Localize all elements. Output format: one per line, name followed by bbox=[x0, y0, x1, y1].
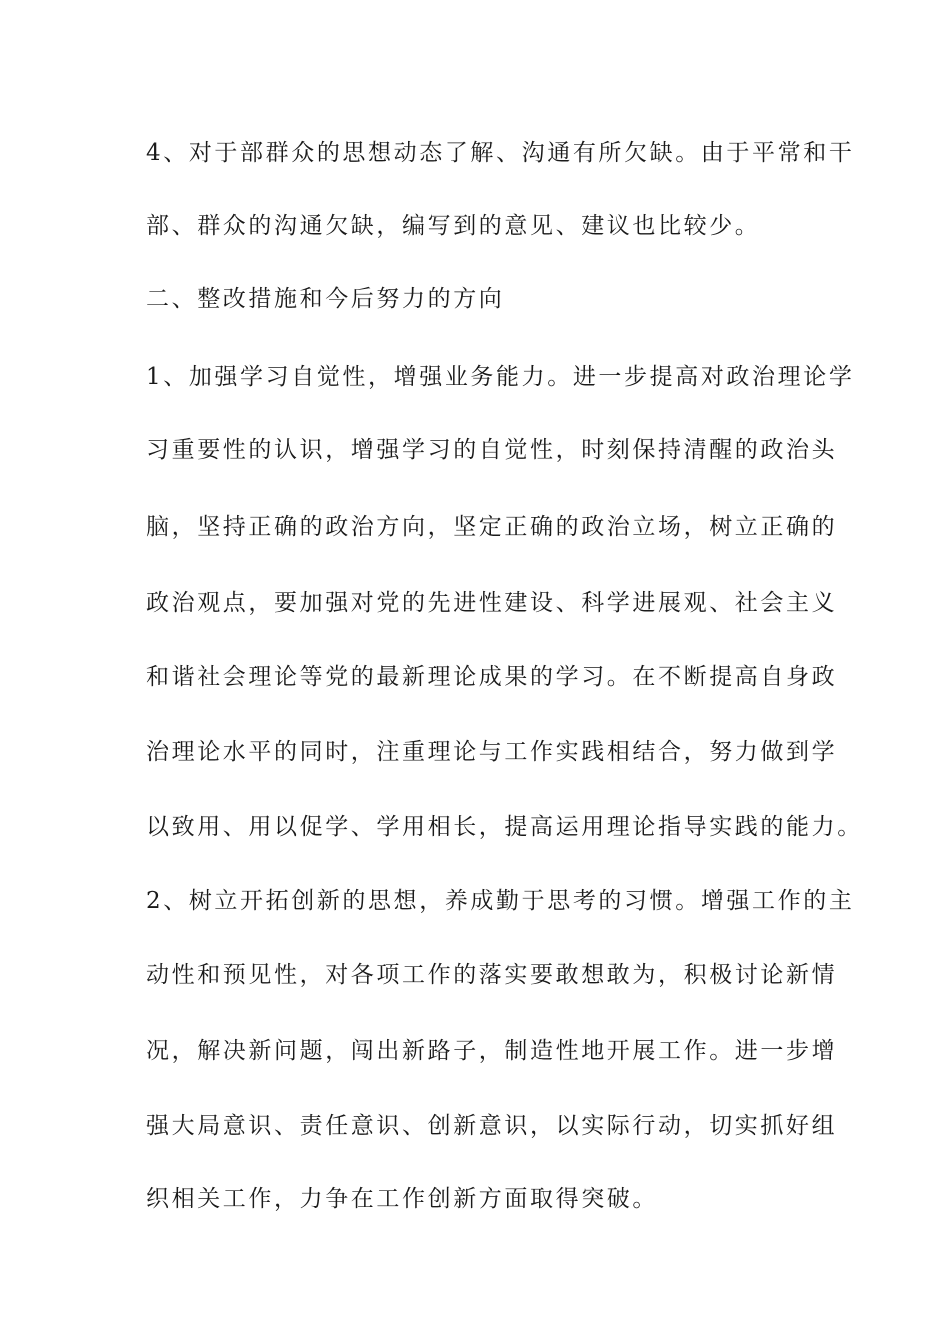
text-line: 1、加强学习自觉性，增强业务能力。进一步提高对政治理论学 bbox=[146, 364, 855, 390]
section-heading: 二、整改措施和今后努力的方向 bbox=[146, 286, 505, 312]
text-line: 脑，坚持正确的政治方向，坚定正确的政治立场，树立正确的 bbox=[146, 514, 838, 540]
text-line: 政治观点，要加强对党的先进性建设、科学进展观、社会主义 bbox=[146, 590, 838, 616]
text-line: 动性和预见性，对各项工作的落实要敢想敢为，积极讨论新情 bbox=[146, 962, 838, 988]
text-line: 织相关工作，力争在工作创新方面取得突破。 bbox=[146, 1186, 658, 1212]
text-line: 况，解决新问题，闯出新路子，制造性地开展工作。进一步增 bbox=[146, 1038, 838, 1064]
text-line: 以致用、用以促学、学用相长，提高运用理论指导实践的能力。 bbox=[146, 814, 863, 840]
text-line: 治理论水平的同时，注重理论与工作实践相结合，努力做到学 bbox=[146, 739, 838, 765]
text-line: 强大局意识、责任意识、创新意识，以实际行动，切实抓好组 bbox=[146, 1113, 838, 1139]
text-line: 4、对于部群众的思想动态了解、沟通有所欠缺。由于平常和干 bbox=[146, 140, 855, 166]
text-line: 习重要性的认识，增强学习的自觉性，时刻保持清醒的政治头 bbox=[146, 437, 838, 463]
text-line: 部、群众的沟通欠缺，编写到的意见、建议也比较少。 bbox=[146, 213, 761, 239]
text-line: 和谐社会理论等党的最新理论成果的学习。在不断提高自身政 bbox=[146, 664, 838, 690]
text-line: 2、树立开拓创新的思想，养成勤于思考的习惯。增强工作的主 bbox=[146, 888, 855, 914]
